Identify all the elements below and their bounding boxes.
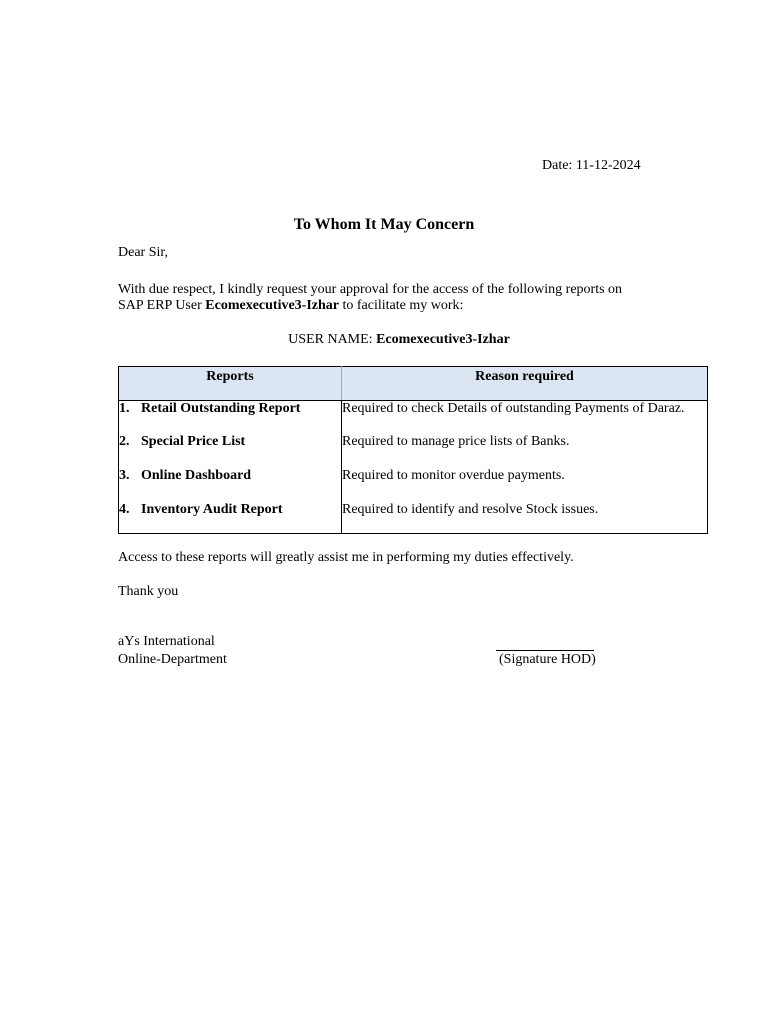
paragraph-prefix: SAP ERP User xyxy=(118,298,206,313)
reason-cell: Required to monitor overdue payments. xyxy=(342,468,708,502)
company-name: aYs International xyxy=(118,634,215,649)
report-number: 1. xyxy=(119,401,130,416)
department-name: Online-Department xyxy=(118,652,227,667)
username-value: Ecomexecutive3-Izhar xyxy=(376,332,510,347)
report-cell xyxy=(119,468,342,502)
header-reports: Reports xyxy=(119,367,342,401)
reason-cell: Required to check Details of outstanding Payments of Daraz. xyxy=(342,401,708,435)
table-row xyxy=(119,502,708,534)
closing-sentence: Access to these reports will greatly assist me in performing my duties effectively. xyxy=(118,550,574,565)
reports-table xyxy=(118,366,708,534)
table-header-row xyxy=(119,367,708,401)
report-number: 4. xyxy=(119,502,130,517)
report-number: 2. xyxy=(119,434,130,449)
signature-label: (Signature HOD) xyxy=(499,652,596,667)
table-row xyxy=(119,434,708,468)
report-cell xyxy=(119,401,342,435)
report-number: 3. xyxy=(119,468,130,483)
letter-title: To Whom It May Concern xyxy=(293,216,475,233)
table-row xyxy=(119,468,708,502)
report-name: Special Price List xyxy=(141,434,246,449)
username-line xyxy=(0,332,768,348)
report-name: Retail Outstanding Report xyxy=(141,401,301,416)
paragraph-user: Ecomexecutive3-Izhar xyxy=(205,298,339,313)
thanks-line: Thank you xyxy=(118,584,179,599)
signature-line xyxy=(496,650,594,651)
report-name: Inventory Audit Report xyxy=(141,502,283,517)
reason-cell: Required to identify and resolve Stock issues. xyxy=(342,502,708,534)
table-row xyxy=(119,401,708,435)
salutation: Dear Sir, xyxy=(118,245,168,260)
username-label: USER NAME: xyxy=(288,332,377,347)
report-cell xyxy=(119,502,342,534)
report-cell xyxy=(119,434,342,468)
report-name: Online Dashboard xyxy=(141,468,252,483)
paragraph-suffix: to facilitate my work: xyxy=(339,298,464,313)
request-paragraph-line1: With due respect, I kindly request your approval for the access of the following reports on xyxy=(118,282,623,297)
reason-cell: Required to manage price lists of Banks. xyxy=(342,434,708,468)
request-paragraph-line2 xyxy=(118,298,463,314)
letter-date: Date: 11-12-2024 xyxy=(542,158,641,173)
header-reason: Reason required xyxy=(342,367,708,401)
